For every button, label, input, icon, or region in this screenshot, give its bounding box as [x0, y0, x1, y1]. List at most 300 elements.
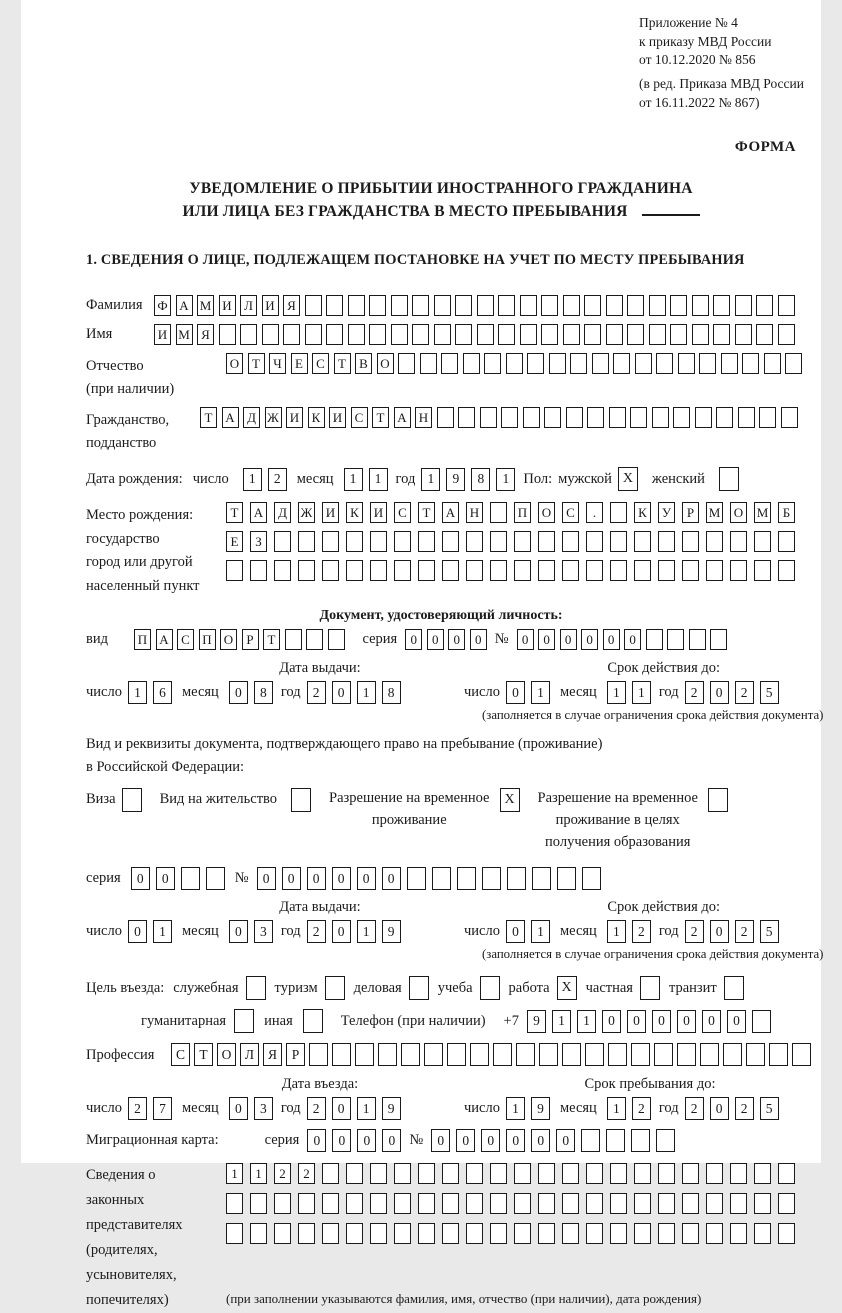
form-cell[interactable]: С: [351, 407, 368, 428]
form-cell[interactable]: [401, 1043, 420, 1066]
form-cell[interactable]: [538, 1193, 555, 1214]
form-cell[interactable]: [735, 324, 752, 345]
form-cell[interactable]: 1: [552, 1010, 571, 1033]
form-cell[interactable]: [634, 1223, 651, 1244]
form-cell[interactable]: [586, 1163, 603, 1184]
form-cell[interactable]: 1: [632, 681, 651, 704]
form-cell[interactable]: 0: [710, 1097, 729, 1120]
form-cell[interactable]: 2: [735, 681, 754, 704]
form-cell[interactable]: [538, 1163, 555, 1184]
purpose-other-checkbox[interactable]: [303, 1009, 323, 1033]
form-cell[interactable]: 0: [603, 629, 620, 650]
form-cell[interactable]: 0: [556, 1129, 575, 1152]
purpose-tourism-checkbox[interactable]: [325, 976, 345, 1000]
form-cell[interactable]: [792, 1043, 811, 1066]
form-cell[interactable]: К: [634, 502, 651, 523]
form-cell[interactable]: М: [176, 324, 193, 345]
form-cell[interactable]: [562, 560, 579, 581]
form-cell[interactable]: [692, 324, 709, 345]
form-cell[interactable]: [455, 295, 472, 316]
form-cell[interactable]: Т: [418, 502, 435, 523]
form-cell[interactable]: [606, 324, 623, 345]
form-cell[interactable]: [501, 407, 518, 428]
form-cell[interactable]: 1: [357, 1097, 376, 1120]
form-cell[interactable]: С: [562, 502, 579, 523]
form-cell[interactable]: [587, 407, 604, 428]
form-cell[interactable]: 0: [357, 867, 376, 890]
form-cell[interactable]: М: [706, 502, 723, 523]
form-cell[interactable]: [716, 407, 733, 428]
form-cell[interactable]: 2: [685, 1097, 704, 1120]
form-cell[interactable]: [514, 1223, 531, 1244]
form-cell[interactable]: [654, 1043, 673, 1066]
form-cell[interactable]: 0: [481, 1129, 500, 1152]
form-cell[interactable]: 2: [307, 1097, 326, 1120]
form-cell[interactable]: Р: [242, 629, 259, 650]
form-cell[interactable]: [785, 353, 802, 374]
form-cell[interactable]: [355, 1043, 374, 1066]
form-cell[interactable]: [759, 407, 776, 428]
form-cell[interactable]: [634, 1193, 651, 1214]
form-cell[interactable]: [463, 353, 480, 374]
form-cell[interactable]: [706, 560, 723, 581]
form-cell[interactable]: Т: [372, 407, 389, 428]
form-cell[interactable]: [610, 1223, 627, 1244]
form-cell[interactable]: [490, 1223, 507, 1244]
form-cell[interactable]: И: [329, 407, 346, 428]
form-cell[interactable]: [754, 1223, 771, 1244]
form-cell[interactable]: З: [250, 531, 267, 552]
form-cell[interactable]: [730, 1193, 747, 1214]
form-cell[interactable]: К: [308, 407, 325, 428]
form-cell[interactable]: [778, 531, 795, 552]
form-cell[interactable]: [754, 560, 771, 581]
form-cell[interactable]: [592, 353, 609, 374]
form-cell[interactable]: [735, 295, 752, 316]
form-cell[interactable]: Я: [263, 1043, 282, 1066]
visa-checkbox[interactable]: [122, 788, 142, 812]
form-cell[interactable]: 2: [632, 920, 651, 943]
form-cell[interactable]: Т: [194, 1043, 213, 1066]
form-cell[interactable]: С: [312, 353, 329, 374]
form-cell[interactable]: 2: [274, 1163, 291, 1184]
form-cell[interactable]: [370, 560, 387, 581]
form-cell[interactable]: 9: [382, 920, 401, 943]
form-cell[interactable]: [586, 560, 603, 581]
form-cell[interactable]: [274, 1223, 291, 1244]
form-cell[interactable]: [322, 1163, 339, 1184]
form-cell[interactable]: [250, 1193, 267, 1214]
form-cell[interactable]: 9: [531, 1097, 550, 1120]
form-cell[interactable]: [506, 353, 523, 374]
form-cell[interactable]: 1: [243, 468, 262, 491]
form-cell[interactable]: [658, 1193, 675, 1214]
form-cell[interactable]: Д: [274, 502, 291, 523]
form-cell[interactable]: [490, 502, 507, 523]
form-cell[interactable]: [441, 353, 458, 374]
form-cell[interactable]: [457, 867, 476, 890]
form-cell[interactable]: Л: [240, 1043, 259, 1066]
form-cell[interactable]: 8: [254, 681, 273, 704]
form-cell[interactable]: [283, 324, 300, 345]
form-cell[interactable]: [539, 1043, 558, 1066]
form-cell[interactable]: О: [220, 629, 237, 650]
form-cell[interactable]: 3: [254, 920, 273, 943]
form-cell[interactable]: [418, 1223, 435, 1244]
form-cell[interactable]: [412, 324, 429, 345]
form-cell[interactable]: [658, 531, 675, 552]
form-cell[interactable]: [527, 353, 544, 374]
form-cell[interactable]: [613, 353, 630, 374]
form-cell[interactable]: Е: [291, 353, 308, 374]
form-cell[interactable]: 0: [307, 867, 326, 890]
form-cell[interactable]: [585, 1043, 604, 1066]
form-cell[interactable]: [682, 560, 699, 581]
form-cell[interactable]: 0: [128, 920, 147, 943]
form-cell[interactable]: 5: [760, 681, 779, 704]
form-cell[interactable]: [442, 1223, 459, 1244]
form-cell[interactable]: [541, 295, 558, 316]
form-cell[interactable]: [298, 1193, 315, 1214]
form-cell[interactable]: [391, 295, 408, 316]
form-cell[interactable]: 5: [760, 920, 779, 943]
form-cell[interactable]: 2: [735, 920, 754, 943]
form-cell[interactable]: [298, 1223, 315, 1244]
form-cell[interactable]: [298, 560, 315, 581]
form-cell[interactable]: [630, 407, 647, 428]
form-cell[interactable]: 0: [332, 920, 351, 943]
form-cell[interactable]: 2: [307, 920, 326, 943]
form-cell[interactable]: [412, 295, 429, 316]
form-cell[interactable]: [507, 867, 526, 890]
form-cell[interactable]: [346, 1163, 363, 1184]
form-cell[interactable]: 5: [760, 1097, 779, 1120]
form-cell[interactable]: 0: [560, 629, 577, 650]
form-cell[interactable]: [226, 560, 243, 581]
form-cell[interactable]: И: [370, 502, 387, 523]
form-cell[interactable]: [610, 502, 627, 523]
form-cell[interactable]: [610, 1193, 627, 1214]
form-cell[interactable]: [544, 407, 561, 428]
form-cell[interactable]: [348, 324, 365, 345]
form-cell[interactable]: [695, 407, 712, 428]
form-cell[interactable]: [466, 1223, 483, 1244]
form-cell[interactable]: [627, 295, 644, 316]
form-cell[interactable]: [570, 353, 587, 374]
form-cell[interactable]: [610, 560, 627, 581]
form-cell[interactable]: [754, 1193, 771, 1214]
form-cell[interactable]: Н: [415, 407, 432, 428]
form-cell[interactable]: 2: [128, 1097, 147, 1120]
form-cell[interactable]: [706, 1223, 723, 1244]
form-cell[interactable]: [332, 1043, 351, 1066]
form-cell[interactable]: [557, 867, 576, 890]
form-cell[interactable]: [490, 531, 507, 552]
form-cell[interactable]: П: [199, 629, 216, 650]
form-cell[interactable]: [649, 295, 666, 316]
form-cell[interactable]: [514, 560, 531, 581]
form-cell[interactable]: 0: [382, 867, 401, 890]
form-cell[interactable]: [490, 1163, 507, 1184]
form-cell[interactable]: 1: [344, 468, 363, 491]
form-cell[interactable]: [670, 295, 687, 316]
form-cell[interactable]: О: [377, 353, 394, 374]
form-cell[interactable]: [447, 1043, 466, 1066]
form-cell[interactable]: [418, 560, 435, 581]
form-cell[interactable]: [769, 1043, 788, 1066]
form-cell[interactable]: [466, 1163, 483, 1184]
form-cell[interactable]: [581, 1129, 600, 1152]
form-cell[interactable]: [348, 295, 365, 316]
form-cell[interactable]: [420, 353, 437, 374]
form-cell[interactable]: [781, 407, 798, 428]
temp-residence-education-checkbox[interactable]: [708, 788, 728, 812]
form-cell[interactable]: 0: [405, 629, 422, 650]
form-cell[interactable]: Ж: [265, 407, 282, 428]
form-cell[interactable]: [306, 629, 323, 650]
form-cell[interactable]: 2: [307, 681, 326, 704]
purpose-private-checkbox[interactable]: [640, 976, 660, 1000]
form-cell[interactable]: [646, 629, 663, 650]
form-cell[interactable]: 1: [506, 1097, 525, 1120]
form-cell[interactable]: [274, 531, 291, 552]
form-cell[interactable]: [730, 560, 747, 581]
form-cell[interactable]: 0: [602, 1010, 621, 1033]
form-cell[interactable]: Т: [200, 407, 217, 428]
form-cell[interactable]: Я: [197, 324, 214, 345]
form-cell[interactable]: [689, 629, 706, 650]
form-cell[interactable]: [634, 560, 651, 581]
form-cell[interactable]: Т: [248, 353, 265, 374]
form-cell[interactable]: И: [219, 295, 236, 316]
form-cell[interactable]: [538, 560, 555, 581]
form-cell[interactable]: 1: [496, 468, 515, 491]
form-cell[interactable]: 0: [506, 920, 525, 943]
form-cell[interactable]: С: [171, 1043, 190, 1066]
form-cell[interactable]: [532, 867, 551, 890]
form-cell[interactable]: [677, 1043, 696, 1066]
form-cell[interactable]: 1: [607, 1097, 626, 1120]
form-cell[interactable]: 0: [332, 1129, 351, 1152]
form-cell[interactable]: Т: [334, 353, 351, 374]
form-cell[interactable]: [378, 1043, 397, 1066]
form-cell[interactable]: 0: [710, 681, 729, 704]
form-cell[interactable]: 2: [298, 1163, 315, 1184]
form-cell[interactable]: [566, 407, 583, 428]
residence-permit-checkbox[interactable]: [291, 788, 311, 812]
form-cell[interactable]: 0: [229, 920, 248, 943]
form-cell[interactable]: [370, 1163, 387, 1184]
form-cell[interactable]: [424, 1043, 443, 1066]
form-cell[interactable]: М: [197, 295, 214, 316]
form-cell[interactable]: [700, 1043, 719, 1066]
form-cell[interactable]: 1: [531, 920, 550, 943]
form-cell[interactable]: 1: [607, 681, 626, 704]
form-cell[interactable]: 0: [470, 629, 487, 650]
form-cell[interactable]: [370, 1223, 387, 1244]
form-cell[interactable]: [778, 1163, 795, 1184]
form-cell[interactable]: [682, 1223, 699, 1244]
form-cell[interactable]: 0: [131, 867, 150, 890]
form-cell[interactable]: А: [222, 407, 239, 428]
form-cell[interactable]: О: [226, 353, 243, 374]
form-cell[interactable]: 1: [153, 920, 172, 943]
form-cell[interactable]: [346, 1223, 363, 1244]
form-cell[interactable]: [455, 324, 472, 345]
form-cell[interactable]: 1: [357, 681, 376, 704]
form-cell[interactable]: [692, 295, 709, 316]
form-cell[interactable]: 0: [229, 681, 248, 704]
form-cell[interactable]: 0: [332, 1097, 351, 1120]
form-cell[interactable]: 1: [250, 1163, 267, 1184]
form-cell[interactable]: [369, 324, 386, 345]
form-cell[interactable]: [586, 531, 603, 552]
form-cell[interactable]: [606, 295, 623, 316]
form-cell[interactable]: [754, 531, 771, 552]
form-cell[interactable]: 0: [677, 1010, 696, 1033]
form-cell[interactable]: [678, 353, 695, 374]
form-cell[interactable]: [562, 1193, 579, 1214]
form-cell[interactable]: [562, 1223, 579, 1244]
form-cell[interactable]: [322, 1193, 339, 1214]
form-cell[interactable]: [721, 353, 738, 374]
form-cell[interactable]: 1: [421, 468, 440, 491]
form-cell[interactable]: [514, 531, 531, 552]
purpose-study-checkbox[interactable]: [480, 976, 500, 1000]
form-cell[interactable]: [652, 407, 669, 428]
form-cell[interactable]: 0: [624, 629, 641, 650]
form-cell[interactable]: [658, 1163, 675, 1184]
form-cell[interactable]: [434, 295, 451, 316]
form-cell[interactable]: .: [586, 502, 603, 523]
form-cell[interactable]: А: [250, 502, 267, 523]
form-cell[interactable]: [309, 1043, 328, 1066]
form-cell[interactable]: [181, 867, 200, 890]
form-cell[interactable]: Е: [226, 531, 243, 552]
form-cell[interactable]: [742, 353, 759, 374]
form-cell[interactable]: [442, 1163, 459, 1184]
form-cell[interactable]: [673, 407, 690, 428]
form-cell[interactable]: [520, 324, 537, 345]
form-cell[interactable]: [523, 407, 540, 428]
form-cell[interactable]: Ж: [298, 502, 315, 523]
form-cell[interactable]: [656, 1129, 675, 1152]
form-cell[interactable]: 3: [254, 1097, 273, 1120]
form-cell[interactable]: [470, 1043, 489, 1066]
form-cell[interactable]: [710, 629, 727, 650]
form-cell[interactable]: [706, 531, 723, 552]
form-cell[interactable]: [682, 1193, 699, 1214]
form-cell[interactable]: [326, 295, 343, 316]
form-cell[interactable]: [442, 560, 459, 581]
form-cell[interactable]: Л: [240, 295, 257, 316]
form-cell[interactable]: 0: [506, 1129, 525, 1152]
form-cell[interactable]: 0: [652, 1010, 671, 1033]
form-cell[interactable]: [606, 1129, 625, 1152]
form-cell[interactable]: [706, 1193, 723, 1214]
form-cell[interactable]: 9: [382, 1097, 401, 1120]
form-cell[interactable]: [658, 1223, 675, 1244]
form-cell[interactable]: [493, 1043, 512, 1066]
form-cell[interactable]: Д: [243, 407, 260, 428]
form-cell[interactable]: А: [176, 295, 193, 316]
form-cell[interactable]: В: [355, 353, 372, 374]
form-cell[interactable]: 0: [257, 867, 276, 890]
form-cell[interactable]: [398, 353, 415, 374]
form-cell[interactable]: [434, 324, 451, 345]
form-cell[interactable]: О: [730, 502, 747, 523]
form-cell[interactable]: [562, 531, 579, 552]
form-cell[interactable]: [682, 1163, 699, 1184]
form-cell[interactable]: [477, 295, 494, 316]
form-cell[interactable]: [563, 324, 580, 345]
form-cell[interactable]: 0: [307, 1129, 326, 1152]
form-cell[interactable]: [746, 1043, 765, 1066]
form-cell[interactable]: [706, 1163, 723, 1184]
form-cell[interactable]: О: [217, 1043, 236, 1066]
form-cell[interactable]: [730, 1223, 747, 1244]
form-cell[interactable]: 0: [332, 867, 351, 890]
form-cell[interactable]: [442, 531, 459, 552]
form-cell[interactable]: [490, 1193, 507, 1214]
form-cell[interactable]: [538, 1223, 555, 1244]
form-cell[interactable]: 1: [357, 920, 376, 943]
purpose-business-checkbox[interactable]: [409, 976, 429, 1000]
form-cell[interactable]: [285, 629, 302, 650]
form-cell[interactable]: С: [394, 502, 411, 523]
form-cell[interactable]: И: [262, 295, 279, 316]
form-cell[interactable]: 2: [268, 468, 287, 491]
form-cell[interactable]: [346, 1193, 363, 1214]
form-cell[interactable]: 0: [702, 1010, 721, 1033]
form-cell[interactable]: [418, 1163, 435, 1184]
form-cell[interactable]: 0: [538, 629, 555, 650]
form-cell[interactable]: [482, 867, 501, 890]
form-cell[interactable]: [418, 531, 435, 552]
form-cell[interactable]: [418, 1193, 435, 1214]
form-cell[interactable]: [514, 1193, 531, 1214]
form-cell[interactable]: 2: [735, 1097, 754, 1120]
form-cell[interactable]: Р: [682, 502, 699, 523]
form-cell[interactable]: П: [514, 502, 531, 523]
form-cell[interactable]: 0: [431, 1129, 450, 1152]
form-cell[interactable]: 0: [517, 629, 534, 650]
form-cell[interactable]: 1: [607, 920, 626, 943]
form-cell[interactable]: [778, 295, 795, 316]
form-cell[interactable]: 8: [471, 468, 490, 491]
form-cell[interactable]: [670, 324, 687, 345]
form-cell[interactable]: Б: [778, 502, 795, 523]
form-cell[interactable]: 0: [531, 1129, 550, 1152]
form-cell[interactable]: 0: [448, 629, 465, 650]
form-cell[interactable]: [699, 353, 716, 374]
form-cell[interactable]: [466, 1193, 483, 1214]
form-cell[interactable]: 0: [627, 1010, 646, 1033]
form-cell[interactable]: [206, 867, 225, 890]
form-cell[interactable]: [328, 629, 345, 650]
form-cell[interactable]: [778, 560, 795, 581]
form-cell[interactable]: [562, 1043, 581, 1066]
form-cell[interactable]: [764, 353, 781, 374]
form-cell[interactable]: [240, 324, 257, 345]
form-cell[interactable]: [682, 531, 699, 552]
form-cell[interactable]: 1: [369, 468, 388, 491]
form-cell[interactable]: [608, 1043, 627, 1066]
form-cell[interactable]: [667, 629, 684, 650]
form-cell[interactable]: [631, 1129, 650, 1152]
form-cell[interactable]: [498, 295, 515, 316]
form-cell[interactable]: 0: [581, 629, 598, 650]
